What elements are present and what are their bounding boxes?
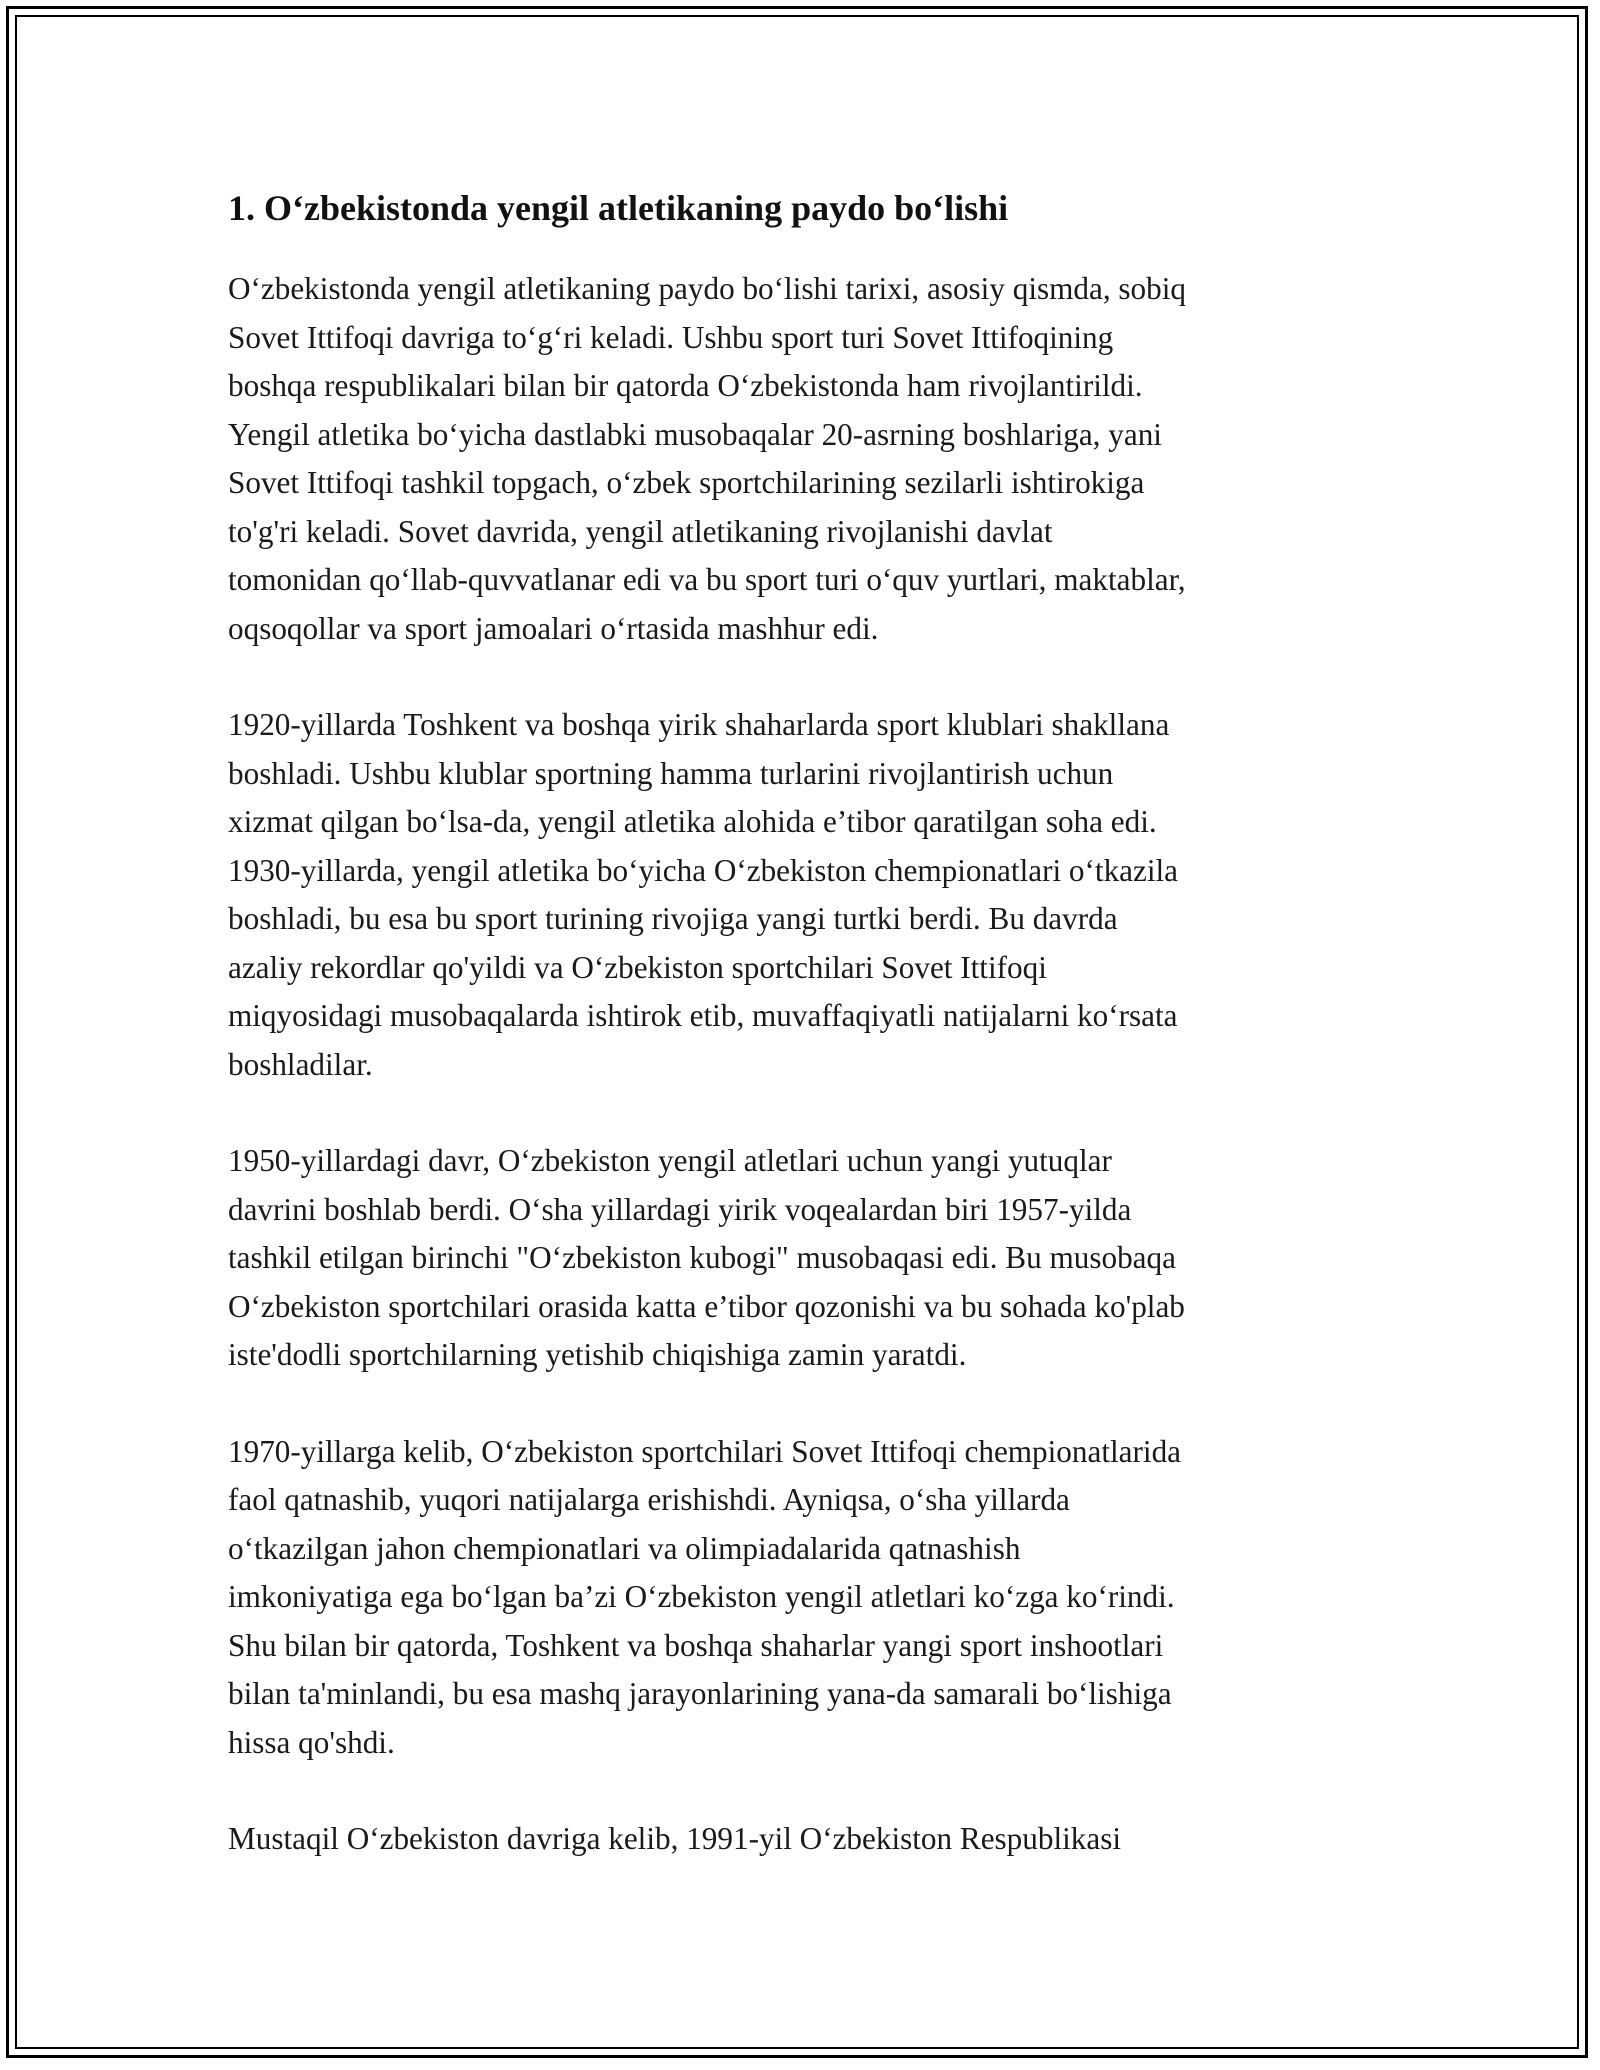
paragraph-line: davrini boshlab berdi. O‘sha yillardagi yirik voqealardan biri 1957-yilda [228, 1191, 1132, 1227]
paragraph-line: bilan ta'minlandi, bu esa mashq jarayonlarining yana-da samarali bo‘lishiga [228, 1676, 1172, 1711]
paragraph-line: imkoniyatiga ega bo‘lgan ba’zi O‘zbekiston yengil atletlari ko‘zga ko‘rindi. [228, 1579, 1175, 1614]
paragraph-line: o‘tkazilgan jahon chempionatlari va olimpiadalarida qatnashish [228, 1530, 1021, 1566]
paragraph-line: miqyosidagi musobaqalarda ishtirok etib, muvaffaqiyatli natijalarni ko‘rsata [228, 998, 1178, 1033]
paragraph-line: tashkil etilgan birinchi "O‘zbekiston kubogi" musobaqasi edi. Bu musobaqa [228, 1240, 1176, 1275]
paragraph-line: 1970-yillarga kelib, O‘zbekiston sportchilari Sovet Ittifoqi chempionatlarida [228, 1433, 1182, 1469]
paragraph-line: oqsoqollar va sport jamoalari o‘rtasida mashhur edi. [228, 610, 879, 646]
paragraph-line: boshladi. Ushbu klublar sportning hamma turlarini rivojlantirish uchun [228, 755, 1114, 791]
paragraph-line: boshladilar. [228, 1046, 373, 1082]
paragraph-line: xizmat qilgan bo‘lsa-da, yengil atletika alohida e’tibor qaratilgan soha edi. [228, 804, 1157, 839]
document-body [228, 185, 1388, 1912]
paragraph-line: iste'dodli sportchilarning yetishib chiqishiga zamin yaratdi. [228, 1337, 967, 1372]
paragraph-line: Yengil atletika bo‘yicha dastlabki musobaqalar 20-asrning boshlariga, yani [228, 416, 1162, 452]
paragraph-line: azaliy rekordlar qo'yildi va O‘zbekiston sportchilari Sovet Ittifoqi [228, 949, 1047, 985]
paragraph-line: O‘zbekiston sportchilari orasida katta e’tibor qozonishi va bu sohada ko'plab [228, 1288, 1185, 1324]
paragraph-line: Sovet Ittifoqi tashkil topgach, o‘zbek sportchilarining sezilarli ishtirokiga [228, 465, 1145, 500]
section-title: 1. O‘zbekistonda yengil atletikaning paydo bo‘lishi [228, 188, 1009, 228]
paragraph-line: O‘zbekistonda yengil atletikaning paydo bo‘lishi tarixi, asosiy qismda, sobiq [228, 271, 1186, 306]
paragraph-4 [228, 1428, 1388, 1768]
paragraph-line: Mustaqil O‘zbekiston davriga kelib, 1991-yil O‘zbekiston Respublikasi [228, 1821, 1122, 1856]
paragraph-line: boshladi, bu esa bu sport turining rivojiga yangi turtki berdi. Bu davrda [228, 901, 1118, 936]
paragraph-line: tomonidan qo‘llab-quvvatlanar edi va bu sport turi o‘quv yurtlari, maktablar, [228, 562, 1186, 597]
paragraph-line: faol qatnashib, yuqori natijalarga erishishdi. Ayniqsa, o‘sha yillarda [228, 1482, 1070, 1517]
paragraph-line: Shu bilan bir qatorda, Toshkent va boshqa shaharlar yangi sport inshootlari [228, 1627, 1164, 1663]
paragraph-line: 1920-yillarda Toshkent va boshqa yirik shaharlarda sport klublari shakllana [228, 707, 1170, 742]
paragraph-line: to'g'ri keladi. Sovet davrida, yengil atletikaning rivojlanishi davlat [228, 513, 1053, 549]
paragraph-line: boshqa respublikalari bilan bir qatorda O‘zbekistonda ham rivojlantirildi. [228, 368, 1143, 403]
paragraph-line: 1930-yillarda, yengil atletika bo‘yicha O‘zbekiston chempionatlari o‘tkazila [228, 852, 1179, 888]
paragraph-line: 1950-yillardagi davr, O‘zbekiston yengil atletlari uchun yangi yutuqlar [228, 1143, 1112, 1178]
paragraph-line: hissa qo'shdi. [228, 1724, 395, 1760]
paragraph-1 [228, 265, 1388, 653]
paragraph-5 [228, 1815, 1388, 1864]
paragraph-line: Sovet Ittifoqi davriga to‘g‘ri keladi. Ushbu sport turi Sovet Ittifoqining [228, 319, 1114, 355]
paragraph-2 [228, 701, 1388, 1089]
paragraph-list [228, 265, 1388, 1864]
paragraph-3 [228, 1137, 1388, 1380]
